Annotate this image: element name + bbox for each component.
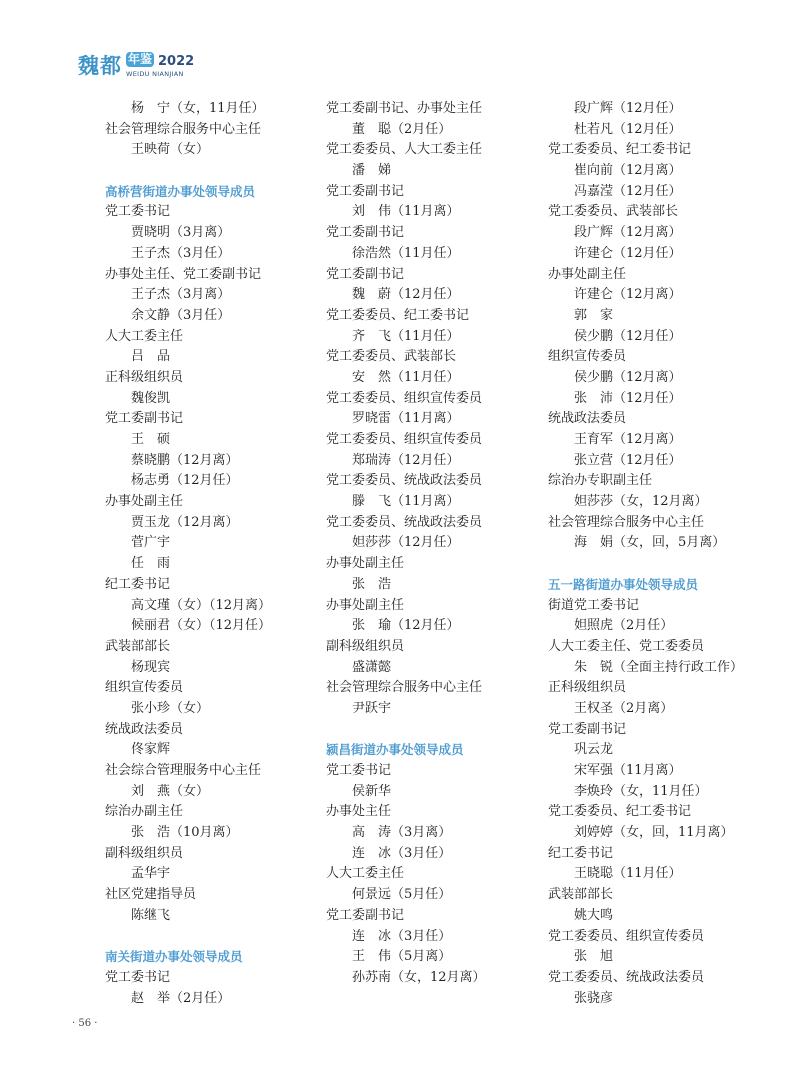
member-name: 姚大鸣 [574,907,614,923]
section-spacer [548,554,758,575]
position-title: 统战政法委员 [548,411,627,427]
member-name: 孙苏南（女，12月离） [352,969,486,985]
position-title: 党工委副书记 [105,411,184,427]
section-spacer [105,927,305,948]
member-name: 连 冰（3月任） [352,845,452,861]
position-title: 武装部部长 [105,638,171,654]
member-name: 段广辉（12月离） [574,225,682,241]
member-name: 王权圣（2月离） [574,700,674,716]
position-title: 纪工委书记 [105,576,171,592]
member-name: 赵 举（2月任） [131,990,231,1006]
position-title: 正科级组织员 [105,369,184,385]
member-name: 侯少鹏（12月离） [574,369,682,385]
page-number: · 56 · [72,1018,98,1029]
member-name: 王晓聪（11月任） [574,866,682,882]
logo-subtitle: WEIDU NIANJIAN [126,70,184,78]
member-name: 连 冰（3月任） [352,928,452,944]
position-title: 组织宣传委员 [548,349,627,365]
member-name: 杨 宁（女，11月任） [131,101,265,116]
member-name: 刘婷婷（女，回，11月离） [574,825,734,841]
section-heading: 五一路街道办事处领导成员 [548,576,699,592]
member-name: 杨志勇（12月任） [131,473,239,489]
position-title: 统战政法委员 [105,721,184,737]
member-name: 安 然（11月任） [352,369,460,385]
position-title: 党工委委员、人大工委主任 [326,142,483,158]
position-title: 副科级组织员 [105,845,184,861]
position-title: 党工委副书记 [326,907,405,923]
member-name: 陈继飞 [131,907,171,923]
position-title: 党工委委员、纪工委书记 [326,307,470,323]
member-name: 张 瑜（12月任） [352,618,460,634]
member-name: 崔向前（12月离） [574,163,682,179]
member-name: 佟家辉 [131,742,171,758]
member-name: 魏 蔚（12月任） [352,287,460,303]
position-title: 党工委书记 [105,969,171,985]
member-name: 吕 品 [131,349,171,365]
position-title: 社会管理综合服务中心主任 [326,680,483,696]
member-name: 巩云龙 [574,742,614,758]
section-heading: 颍昌街道办事处领导成员 [326,742,464,758]
logo-badge: 年鉴 [128,52,153,66]
member-name: 王育军（12月离） [574,432,682,447]
position-title: 社会管理综合服务中心主任 [548,514,705,530]
member-name: 魏俊凯 [131,390,171,406]
position-title: 社区党建指导员 [105,887,197,903]
member-name: 王 硕 [131,432,171,447]
logo-brand: 魏都 [78,54,122,78]
member-name: 任 雨 [131,556,171,572]
position-title: 党工委委员、统战政法委员 [326,473,483,489]
member-name: 张 旭 [574,949,614,965]
section-heading: 高桥营街道办事处领导成员 [105,183,256,199]
member-name: 王 伟（5月离） [352,949,452,965]
position-title: 社会综合管理服务中心主任 [105,763,262,778]
position-title: 党工委委员、组织宣传委员 [326,390,483,406]
position-title: 党工委书记 [105,204,171,220]
position-title: 办事处副主任 [548,266,627,282]
position-title: 社会管理综合服务中心主任 [105,121,262,137]
position-title: 党工委委员、武装部长 [326,349,457,365]
position-title: 人大工委主任 [105,328,184,344]
member-name: 许建仑（12月任） [574,245,682,261]
position-title: 武装部部长 [548,887,614,903]
position-title: 党工委副书记、办事处主任 [326,101,483,116]
member-name: 滕 飞（11月离） [352,494,460,510]
member-name: 妲莎莎（12月任） [352,535,460,551]
position-title: 综治办副主任 [105,804,184,820]
position-title: 党工委书记 [326,763,392,778]
member-name: 郭 家 [574,307,614,323]
member-name: 张 沛（12月任） [574,390,682,406]
position-title: 办事处主任、党工委副书记 [105,266,262,282]
member-name: 徐浩然（11月任） [352,245,460,261]
position-title: 党工委副书记 [548,721,627,737]
yearbook-logo [78,50,218,86]
position-title: 纪工委书记 [548,845,614,861]
member-name: 朱 锐（全面主持行政工作） [574,659,744,675]
member-name: 李焕玲（女，11月任） [574,783,708,799]
member-name: 盛潇懿 [352,659,392,675]
position-title: 党工委副书记 [326,183,405,199]
member-name: 孟华宇 [131,866,171,882]
member-name: 郑瑞涛（12月任） [352,452,460,468]
position-title: 正科级组织员 [548,680,627,696]
member-name: 王映荷（女） [131,142,210,158]
position-title: 党工委委员、纪工委书记 [548,142,692,158]
member-name: 刘 燕（女） [131,783,210,799]
member-name: 齐 飞（11月任） [352,328,460,344]
member-name: 潘 娣 [352,163,392,179]
member-name: 何景远（5月任） [352,887,452,903]
logo-year: 2022 [158,54,195,69]
position-title: 综治办专职副主任 [548,473,653,489]
member-name: 杜若凡（12月任） [574,121,682,137]
member-name: 妲照虎（2月任） [574,618,674,634]
position-title: 办事处副主任 [105,494,184,510]
member-name: 菅广宇 [131,535,171,551]
position-title: 人大工委主任、党工委委员 [548,638,705,654]
member-name: 王子杰（3月离） [131,287,231,303]
position-title: 办事处主任 [326,804,392,820]
member-name: 妲莎莎（女，12月离） [574,494,708,510]
member-name: 王子杰（3月任） [131,245,231,261]
member-name: 高文瑾（女）（12月离） [131,597,272,613]
member-name: 杨现宾 [131,659,171,675]
column-1 [105,99,305,1009]
position-title: 党工委副书记 [326,266,405,282]
member-name: 贾玉龙（12月离） [131,514,239,530]
member-name: 董 聪（2月任） [352,121,452,137]
member-name: 张立营（12月任） [574,452,682,468]
member-name: 张 浩 [352,576,392,592]
member-name: 侯新华 [352,783,392,799]
member-name: 余文静（3月任） [131,307,231,323]
position-title: 组织宣传委员 [105,680,184,696]
member-name: 张骁彦 [574,990,614,1006]
section-spacer [326,720,536,741]
position-title: 办事处副主任 [326,556,405,572]
member-name: 贾晓明（3月离） [131,225,231,241]
member-name: 许建仑（12月离） [574,287,682,303]
position-title: 党工委委员、武装部长 [548,204,679,220]
member-name: 侯少鹏（12月任） [574,328,682,344]
member-name: 张 浩（10月离） [131,825,239,841]
position-title: 办事处副主任 [326,597,405,613]
section-heading: 南关街道办事处领导成员 [105,949,243,965]
position-title: 党工委委员、组织宣传委员 [326,432,483,447]
member-name: 蔡晓鹏（12月离） [131,452,239,468]
member-name: 候丽君（女）（12月任） [131,618,272,634]
column-3 [548,99,758,1009]
member-name: 海 娟（女，回，5月离） [574,535,726,551]
member-name: 尹跃宇 [352,700,392,716]
position-title: 党工委委员、统战政法委员 [326,514,483,530]
member-name: 宋军强（11月离） [574,763,682,778]
position-title: 街道党工委书记 [548,597,640,613]
position-title: 党工委副书记 [326,225,405,241]
section-spacer [105,161,305,182]
member-name: 罗晓雷（11月离） [352,411,460,427]
position-title: 党工委委员、组织宣传委员 [548,928,705,944]
position-title: 人大工委主任 [326,866,405,882]
member-name: 刘 伟（11月离） [352,204,460,220]
position-title: 副科级组织员 [326,638,405,654]
member-name: 高 涛（3月离） [352,825,452,841]
position-title: 党工委委员、纪工委书记 [548,804,692,820]
member-name: 段广辉（12月任） [574,101,682,116]
member-name: 张小珍（女） [131,700,210,716]
position-title: 党工委委员、统战政法委员 [548,969,705,985]
column-2 [326,99,536,989]
member-name: 冯嘉滢（12月任） [574,183,682,199]
